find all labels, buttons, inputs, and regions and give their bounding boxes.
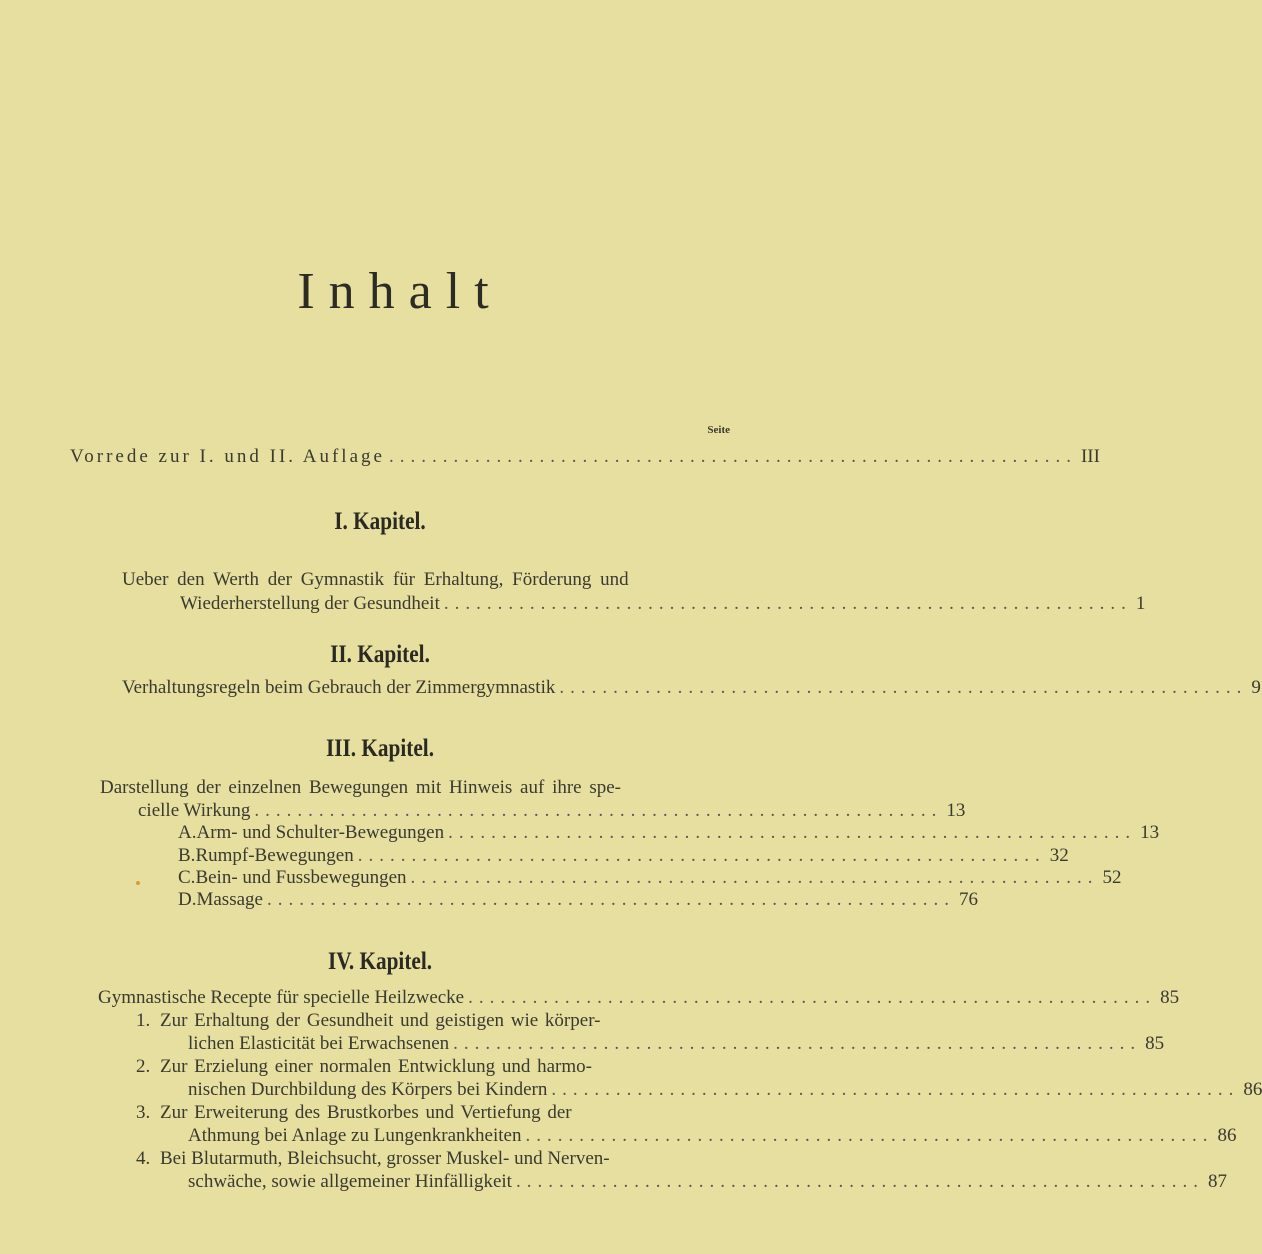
dot-leader: ................................................................ (515, 1171, 1204, 1192)
entry-label: C. (178, 867, 196, 888)
page-title: Inhalt (297, 263, 503, 320)
toc-entry (138, 800, 966, 822)
ink-speck (136, 881, 140, 885)
toc-entry (188, 1125, 1237, 1147)
entry-text: Rumpf-Bewegungen (195, 845, 354, 866)
entry-text: Zur Erweiterung des Brustkorbes und Vertiefung der (160, 1102, 572, 1123)
entry-label: 1. (136, 1010, 151, 1031)
toc-entry (122, 677, 1261, 699)
entry-page: 86 (1217, 1125, 1237, 1146)
entry-label: 3. (136, 1102, 151, 1123)
dot-leader: ................................................................ (453, 1033, 1142, 1054)
entry-page: 9 (1251, 677, 1261, 698)
dot-leader: ................................................................ (357, 845, 1046, 866)
dot-leader: ................................................................ (559, 677, 1248, 698)
entry-text: Ueber den Werth der Gymnastik für Erhaltung, Förderung und (122, 569, 629, 590)
entry-text: Gymnastische Recepte für specielle Heilzwecke (98, 987, 465, 1008)
toc-entry-preface (70, 446, 1100, 468)
entry-page: 32 (1049, 845, 1069, 866)
entry-text: Bein- und Fussbewegungen (195, 867, 407, 888)
entry-page: 76 (958, 889, 978, 910)
entry-page: 1 (1135, 593, 1146, 614)
chapter-heading: I. Kapitel. (334, 508, 426, 535)
entry-label: A. (178, 822, 197, 843)
entry-text: Arm- und Schulter-Bewegungen (196, 822, 445, 843)
entry-text: cielle Wirkung (138, 800, 251, 821)
entry-page: 86 (1243, 1079, 1262, 1100)
entry-text: Athmung bei Anlage zu Lungenkrankheiten (188, 1125, 522, 1146)
chapter-heading: IV. Kapitel. (327, 948, 433, 975)
entry-text: Wiederherstellung der Gesundheit (180, 593, 440, 614)
entry-text: Verhaltungsregeln beim Gebrauch der Zimmergymnastik (122, 677, 556, 698)
dot-leader: ................................................................ (525, 1125, 1214, 1146)
entry-page: 87 (1207, 1171, 1227, 1192)
dot-leader: ................................................................ (468, 987, 1157, 1008)
toc-entry (178, 845, 1069, 867)
toc-entry (98, 987, 1180, 1009)
entry-text: Darstellung der einzelnen Bewegungen mit Hinweis auf ihre spe- (100, 777, 622, 798)
entry-page: 52 (1102, 867, 1122, 888)
entry-text: nischen Durchbildung des Körpers bei Kindern (188, 1079, 548, 1100)
toc-entry (188, 1171, 1227, 1193)
entry-page: 13 (1140, 822, 1160, 843)
dot-leader: ................................................................ (254, 800, 943, 821)
entry-text: Zur Erzielung einer normalen Entwicklung und harmo- (160, 1056, 592, 1077)
toc-entry (188, 1033, 1165, 1055)
chapter-heading: III. Kapitel. (325, 735, 435, 762)
entry-page: 85 (1145, 1033, 1165, 1054)
entry-page: 13 (946, 800, 966, 821)
toc-entry (188, 1079, 1262, 1101)
entry-label: 4. (136, 1148, 151, 1169)
dot-leader: ................................................................ (388, 446, 1077, 467)
dot-leader: ................................................................ (551, 1079, 1240, 1100)
dot-leader: ................................................................ (448, 822, 1137, 843)
dot-leader: ................................................................ (266, 889, 955, 910)
entry-label: 2. (136, 1056, 151, 1077)
entry-text: Zur Erhaltung der Gesundheit und geistigen wie körper- (160, 1010, 601, 1031)
page-column-label: Seite (707, 424, 730, 436)
entry-label: B. (178, 845, 196, 866)
toc-entry (180, 593, 1146, 615)
entry-page: III (1080, 446, 1100, 467)
dot-leader: ................................................................ (410, 867, 1099, 888)
entry-label: D. (178, 889, 197, 910)
toc-entry (178, 889, 978, 911)
entry-text: Bei Blutarmuth, Bleichsucht, grosser Muskel- und Nerven- (160, 1148, 610, 1169)
chapter-heading: II. Kapitel. (330, 641, 430, 668)
entry-text: Massage (196, 889, 263, 910)
entry-text: lichen Elasticität bei Erwachsenen (188, 1033, 450, 1054)
dot-leader: ................................................................ (443, 593, 1132, 614)
entry-text: Vorrede zur I. und II. Auflage (70, 446, 385, 467)
entry-text: schwäche, sowie allgemeiner Hinfälligkeit (188, 1171, 512, 1192)
toc-entry (178, 867, 1122, 889)
toc-entry (178, 822, 1160, 844)
entry-page: 85 (1160, 987, 1180, 1008)
